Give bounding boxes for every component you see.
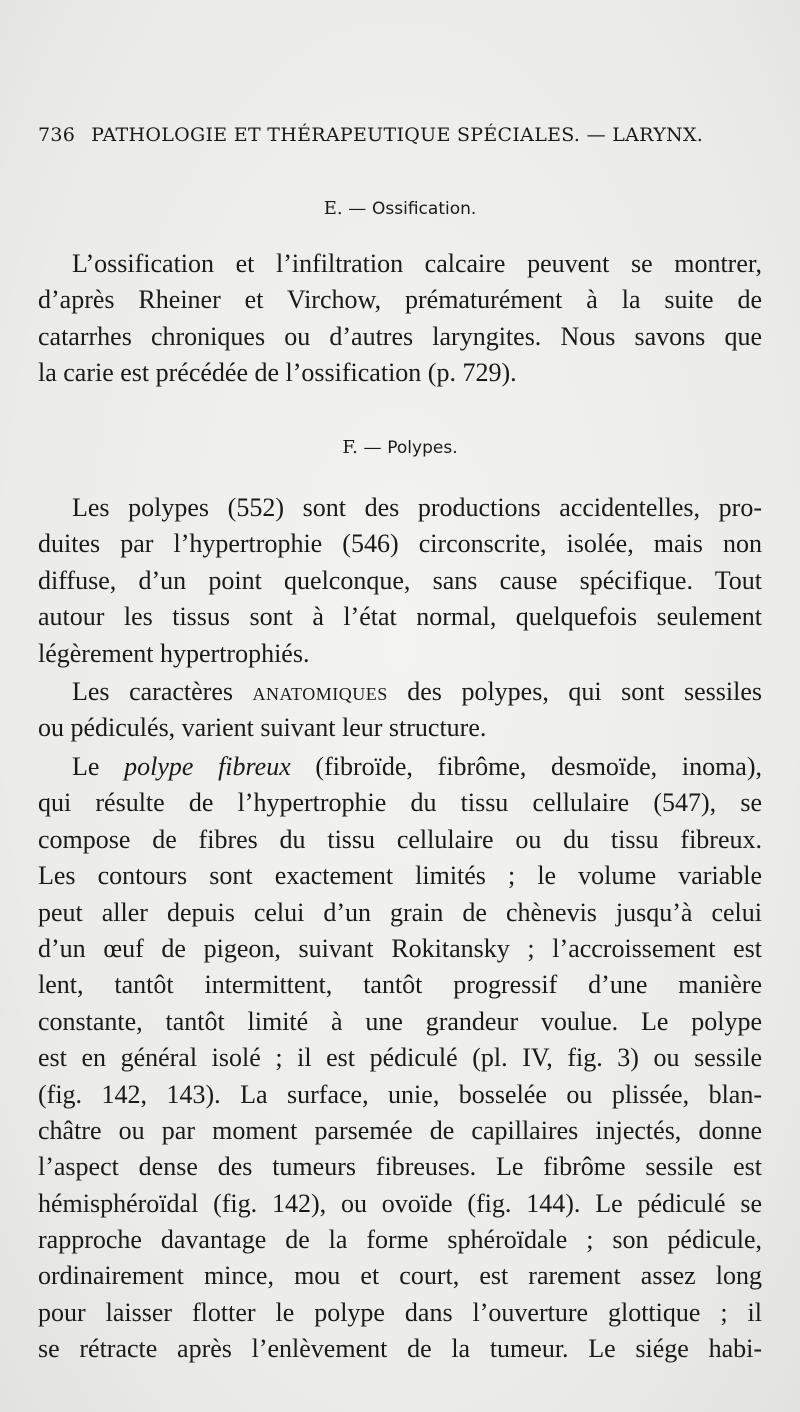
section-letter: E. —	[323, 198, 367, 219]
text-line	[38, 674, 762, 710]
section-name: Ossification.	[372, 199, 477, 219]
text-line: l’aspect dense des tumeurs fibreuses. Le fibrôme sessile est	[38, 1152, 762, 1182]
text-line: compose de fibres du tissu cellulaire ou du tissu fibreux.	[38, 824, 762, 854]
paragraph-polypes-anatomy	[38, 674, 762, 747]
text-line: d’après Rheiner et Virchow, prématurément à la suite de	[38, 285, 762, 315]
text-line: d’un œuf de pigeon, suivant Rokitansky ; l’accroissement est	[38, 933, 762, 963]
text-line: autour les tissus sont à l’état normal, quelquefois seulement	[38, 602, 762, 632]
page-number: 736	[38, 124, 76, 146]
section-title-ossification	[0, 198, 800, 219]
text-line: diffuse, d’un point quelconque, sans cause spécifique. Tout	[38, 565, 762, 595]
text-line: hémisphéroïdal (fig. 142), ou ovoïde (fig. 144). Le pédiculé se	[38, 1188, 762, 1218]
smallcaps-term: anatomiques	[252, 677, 388, 706]
text-line: légèrement hypertrophiés.	[38, 638, 310, 668]
text-fragment: Les caractères	[72, 677, 233, 706]
text-line: se rétracte après l’enlèvement de la tumeur. Le siége habi-	[38, 1334, 762, 1364]
text-line: ou pédiculés, varient suivant leur structure.	[38, 713, 487, 743]
text-fragment: des polypes, qui sont sessiles	[407, 677, 763, 706]
text-line: Les polypes (552) sont des productions accidentelles, pro-	[72, 493, 762, 522]
text-line: L’ossification et l’infiltration calcaire peuvent se montrer,	[72, 249, 762, 278]
text-line: qui résulte de l’hypertrophie du tissu cellulaire (547), se	[38, 788, 762, 818]
section-title-polypes	[0, 437, 800, 458]
text-line: lent, tantôt intermittent, tantôt progressif d’une manière	[38, 970, 762, 1000]
paragraph-polypes-intro	[38, 490, 762, 672]
text-line: rapproche davantage de la forme sphéroïdale ; son pédicule,	[38, 1225, 762, 1255]
section-letter: F. —	[342, 437, 382, 458]
running-title: PATHOLOGIE ET THÉRAPEUTIQUE SPÉCIALES. — LARYNX.	[91, 124, 704, 146]
text-line: ordinairement mince, mou et court, est rarement assez long	[38, 1261, 762, 1291]
text-fragment: Le	[72, 752, 100, 781]
text-fragment: (fibroïde, fibrôme, desmoïde, inoma),	[315, 752, 762, 781]
text-line: la carie est précédée de l’ossification (p. 729).	[38, 358, 517, 388]
text-line: peut aller depuis celui d’un grain de chènevis jusqu’à celui	[38, 897, 762, 927]
section-name: Polypes.	[387, 438, 458, 458]
text-line	[38, 749, 762, 785]
text-line: duites par l’hypertrophie (546) circonscrite, isolée, mais non	[38, 529, 762, 559]
paragraph-fibrous-polyp	[38, 749, 762, 1368]
running-header	[38, 124, 778, 146]
paragraph-ossification	[38, 246, 762, 392]
text-line: Les contours sont exactement limités ; le volume variable	[38, 861, 762, 891]
text-line: est en général isolé ; il est pédiculé (pl. IV, fig. 3) ou sessile	[38, 1043, 762, 1073]
text-line: catarrhes chroniques ou d’autres laryngites. Nous savons que	[38, 321, 762, 351]
text-line: constante, tantôt limité à une grandeur voulue. Le polype	[38, 1006, 762, 1036]
text-line: châtre ou par moment parsemée de capillaires injectés, donne	[38, 1115, 762, 1145]
text-line: pour laisser flotter le polype dans l’ouverture glottique ; il	[38, 1297, 762, 1327]
text-line: (fig. 142, 143). La surface, unie, bosselée ou plissée, blan-	[38, 1079, 762, 1109]
italic-term: polype fibreux	[124, 752, 291, 781]
